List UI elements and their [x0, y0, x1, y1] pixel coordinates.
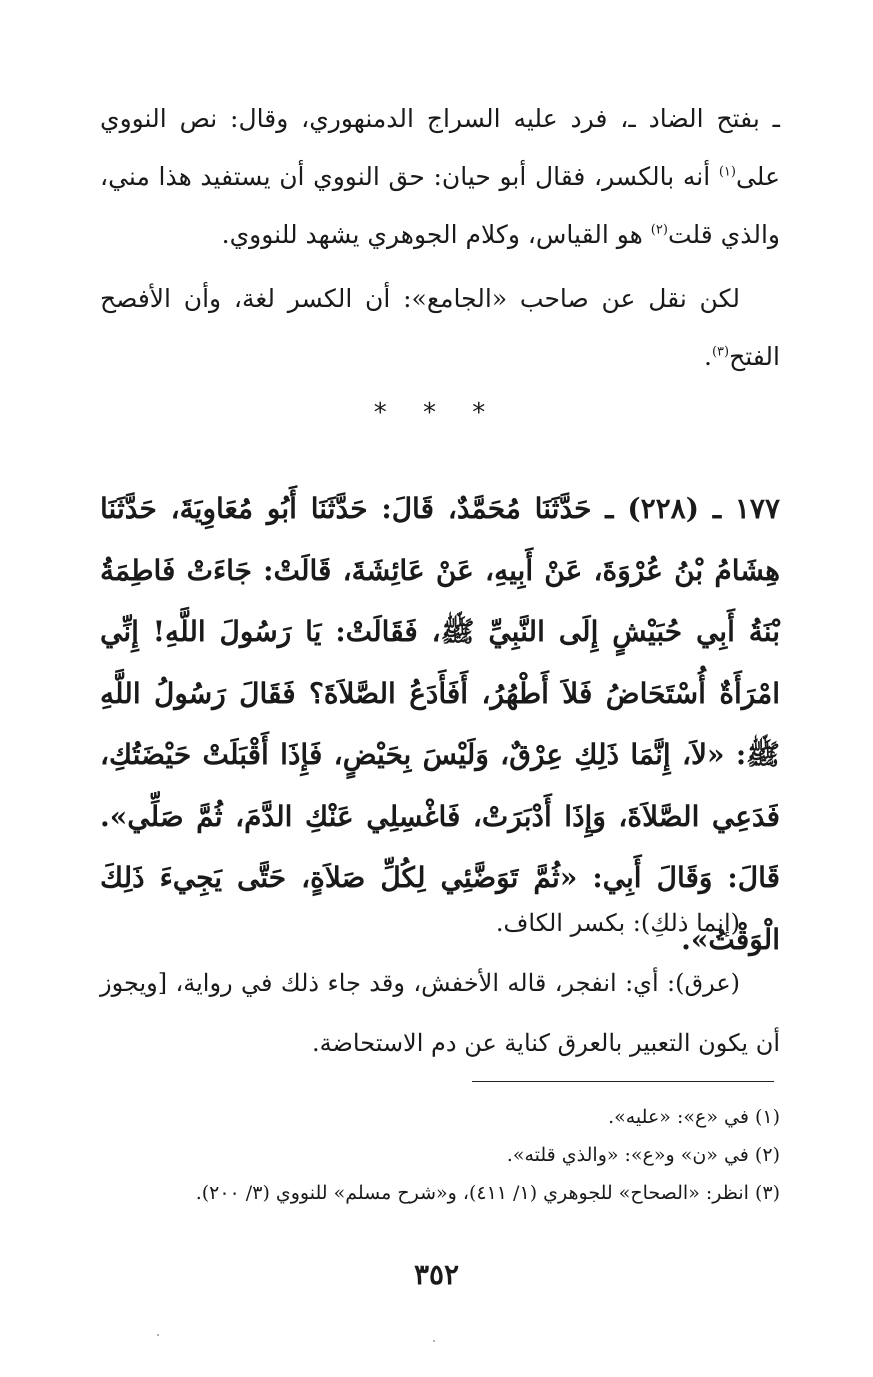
commentary	[100, 893, 780, 1073]
intro-text	[100, 90, 780, 386]
intro-text-part-1: ـ بفتح الضاد ـ، فرد عليه السراج الدمنهوري، وقال: نص النووي على	[100, 104, 780, 191]
footnote-ref-1: (١)	[718, 164, 736, 180]
intro-paragraph-1	[100, 90, 780, 264]
footnote-2: (٢) في «ن» و«ع»: «والذي قلته».	[506, 1144, 780, 1166]
footnotes	[100, 1098, 780, 1212]
section-separator: * * *	[373, 398, 500, 428]
footnote-1: (١) في «ع»: «عليه».	[608, 1106, 780, 1128]
intro-text-end: .	[704, 342, 712, 371]
intro-paragraph-2	[100, 270, 780, 386]
scan-speck	[157, 1334, 159, 1336]
footnote-3: (٣) انظر: «الصحاح» للجوهري (١/ ٤١١)، و«شرح مسلم» للنووي (٣/ ٢٠٠).	[195, 1182, 780, 1204]
page-number: ٣٥٢	[413, 1258, 460, 1291]
intro-text-part-4: لكن نقل عن صاحب «الجامع»: أن الكسر لغة، وأن الأفصح الفتح	[100, 284, 780, 371]
footnote-ref-2: (٢)	[650, 222, 668, 238]
intro-text-part-3: هو القياس، وكلام الجوهري يشهد للنووي.	[221, 220, 651, 249]
commentary-note-1: (إنما ذلكِ): بكسر الكاف.	[495, 909, 740, 937]
intro-text-part-2: أنه بالكسر، فقال أبو حيان: حق النووي أن يستفيد هذا مني، والذي قلت	[100, 162, 780, 249]
commentary-note-2: (عرق): أي: انفجر، قاله الأخفش، وقد جاء ذلك في رواية، [ويجوز أن يكون التعبير بالعرق كناية عن دم الاستحاضة.	[100, 969, 780, 1057]
footnote-ref-3: (٣)	[711, 344, 730, 360]
hadith-paragraph: ١٧٧ ـ (٢٢٨) ـ حَدَّثَنَا مُحَمَّدٌ، قَالَ: حَدَّثَنَا أَبُو مُعَاوِيَةَ، حَدَّثَنَا هِشَامُ بْنُ عُرْوَةَ، عَنْ أَبِيهِ، عَنْ عَائِشَةَ، قَالَتْ: جَاءَتْ فَاطِمَةُ بْنَةُ أَبِي حُبَيْشٍ إِلَى النَّبِيِّ ﷺ، فَقَالَتْ: يَا رَسُولَ اللَّهِ! إِنِّي امْرَأَةٌ أُسْتَحَاضُ فَلاَ أَطْهُرُ، أَفَأَدَعُ الصَّلاَةَ؟ فَقَالَ رَسُولُ اللَّهِ ﷺ: «لاَ، إِنَّمَا ذَلِكِ عِرْقٌ، وَلَيْسَ بِحَيْضٍ، فَإِذَا أَقْبَلَتْ حَيْضَتُكِ، فَدَعِي الصَّلاَةَ، وَإِذَا أَدْبَرَتْ، فَاغْسِلِي عَنْكِ الدَّمَ، ثُمَّ صَلِّي». قَالَ: وَقَالَ أَبِي: «ثُمَّ تَوَضَّئِي لِكُلِّ صَلاَةٍ، حَتَّى يَجِيءَ ذَلِكَ الْوَقْتُ».	[100, 492, 780, 956]
footnote-divider	[472, 1081, 774, 1082]
scan-speck	[433, 1340, 435, 1342]
